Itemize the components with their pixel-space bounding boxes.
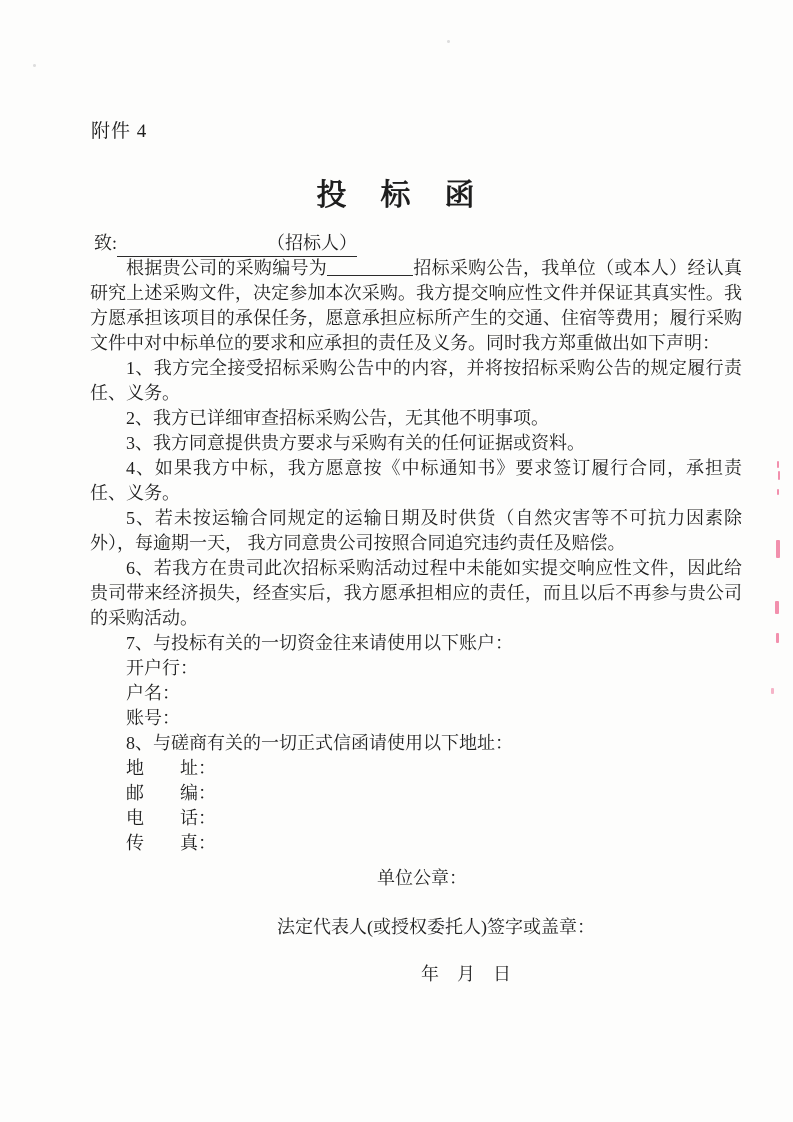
intro-after-blank: 招标采购公告，我单位（或本人）经认真研究上述采购文件，决定参加本次采购。我方提交响应性文件并保证其真实性。我方愿承担该项目的承保任务，愿意承担应标所产生的交通、住宿等费用；履行采购文件中对中标单位的要求和应承担的责任及义务。同时我方郑重做出如下声明： bbox=[90, 258, 743, 353]
scan-artifact bbox=[778, 471, 780, 480]
address-field-label: 邮 编： bbox=[126, 783, 216, 803]
declaration-item-5: 5、若未按运输合同规定的运输日期及时供货（自然灾害等不可抗力因素除外），每逾期一天， 我方同意贵公司按照合同追究违约责任及赔偿。 bbox=[90, 508, 742, 553]
salutation-line bbox=[94, 229, 357, 257]
bank-field-label: 账号： bbox=[126, 708, 180, 728]
scan-artifact bbox=[776, 633, 779, 643]
address-section-heading: 8、与磋商有关的一切正式信函请使用以下地址： bbox=[126, 733, 513, 753]
declaration-item-1: 1、我方完全接受招标采购公告中的内容，并将按招标采购公告的规定履行责任、义务。 bbox=[90, 358, 742, 403]
intro-paragraph bbox=[90, 256, 742, 356]
address-field-label: 传 真： bbox=[126, 833, 216, 853]
scan-artifact bbox=[776, 540, 780, 558]
declaration-item-3: 3、我方同意提供贵方要求与采购有关的任何证据或资料。 bbox=[126, 433, 585, 453]
scan-speck bbox=[447, 40, 450, 43]
declaration-item-2: 2、我方已详细审查招标采购公告，无其他不明事项。 bbox=[126, 408, 549, 428]
legal-representative-signature-label: 法定代表人(或授权委托人)签字或盖章： bbox=[277, 917, 595, 937]
scan-artifact bbox=[771, 688, 774, 694]
salutation-prefix: 致: bbox=[94, 233, 118, 253]
date-label: 年 月 日 bbox=[421, 964, 511, 984]
scan-artifact bbox=[777, 461, 779, 468]
address-field-label: 地 址： bbox=[126, 758, 216, 778]
bank-section-heading: 7、与投标有关的一切资金往来请使用以下账户： bbox=[126, 633, 513, 653]
document-body bbox=[90, 256, 742, 856]
recipient-blank-field bbox=[117, 248, 267, 249]
bank-field-label: 开户行： bbox=[126, 658, 198, 678]
document-title: 投 标 函 bbox=[316, 179, 477, 212]
procurement-number-blank-field bbox=[327, 261, 413, 276]
bank-field-label: 户名： bbox=[126, 683, 180, 703]
recipient-hint: （招标人） bbox=[267, 233, 358, 253]
scan-speck bbox=[33, 64, 36, 67]
recipient-underline bbox=[117, 229, 357, 257]
declaration-item-4: 4、如果我方中标，我方愿意按《中标通知书》要求签订履行合同，承担责任、义务。 bbox=[90, 458, 742, 503]
address-field-label: 电 话： bbox=[126, 808, 216, 828]
attachment-label: 附件 4 bbox=[91, 121, 148, 142]
declaration-item-6: 6、若我方在贵司此次招标采购活动过程中未能如实提交响应性文件，因此给贵司带来经济损失，经查实后，我方愿承担相应的责任，而且以后不再参与贵公司的采购活动。 bbox=[90, 558, 742, 628]
unit-seal-label: 单位公章： bbox=[377, 868, 467, 888]
intro-before-blank: 根据贵公司的采购编号为 bbox=[126, 258, 328, 278]
scan-artifact bbox=[775, 601, 779, 614]
scan-artifact bbox=[777, 489, 779, 495]
